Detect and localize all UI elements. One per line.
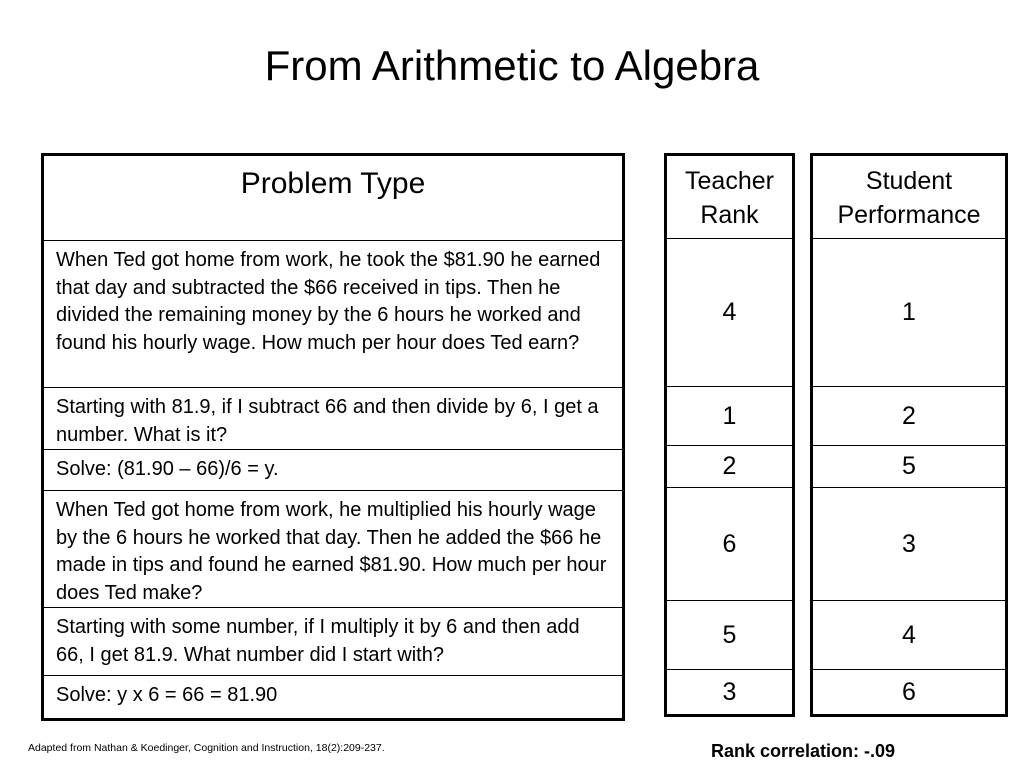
teacher-rank-table xyxy=(664,153,795,717)
problem-cell: When Ted got home from work, he took the $81.90 he earned that day and subtracted the $66 received in tips. Then he divided the remaining money by the 6 hours he worked and found his hourly wage. How much per hour does Ted earn? xyxy=(43,241,624,388)
table-header-row xyxy=(812,155,1007,239)
student-performance-cell: 3 xyxy=(812,488,1007,601)
table-row xyxy=(43,241,624,388)
table-row xyxy=(666,446,794,488)
table-row xyxy=(666,488,794,601)
teacher-rank-cell: 3 xyxy=(666,670,794,716)
problem-type-header: Problem Type xyxy=(43,155,624,241)
student-performance-cell: 5 xyxy=(812,446,1007,488)
teacher-rank-header-line2: Rank xyxy=(700,201,759,229)
problem-type-table xyxy=(41,153,625,721)
slide-title: From Arithmetic to Algebra xyxy=(264,42,760,89)
student-performance-cell: 2 xyxy=(812,387,1007,446)
student-performance-cell: 4 xyxy=(812,601,1007,670)
student-performance-header-line1: Student xyxy=(865,167,953,195)
problem-cell: Solve: (81.90 – 66)/6 = y. xyxy=(43,450,624,491)
table-row xyxy=(666,670,794,716)
teacher-rank-cell: 6 xyxy=(666,488,794,601)
table-row xyxy=(43,608,624,676)
table-row xyxy=(666,239,794,387)
teacher-rank-cell: 4 xyxy=(666,239,794,387)
table-row xyxy=(43,388,624,450)
table-row xyxy=(812,601,1007,670)
table-row xyxy=(812,446,1007,488)
student-performance-cell: 1 xyxy=(812,239,1007,387)
table-row xyxy=(43,450,624,491)
table-row xyxy=(666,601,794,670)
table-row xyxy=(812,387,1007,446)
teacher-rank-cell: 1 xyxy=(666,387,794,446)
table-row xyxy=(666,387,794,446)
student-performance-table xyxy=(810,153,1008,717)
table-row xyxy=(43,491,624,608)
source-footnote: Adapted from Nathan & Koedinger, Cognition and Instruction, 18(2):209-237. xyxy=(28,742,385,754)
problem-cell: Starting with some number, if I multiply it by 6 and then add 66, I get 81.9. What number did I start with? xyxy=(43,608,624,676)
teacher-rank-header-line1: Teacher xyxy=(685,167,774,195)
problem-cell: Starting with 81.9, if I subtract 66 and then divide by 6, I get a number. What is it? xyxy=(43,388,624,450)
student-performance-header-line2: Performance xyxy=(837,201,981,229)
teacher-rank-header xyxy=(666,155,794,239)
table-row xyxy=(812,670,1007,716)
student-performance-cell: 6 xyxy=(812,670,1007,716)
teacher-rank-cell: 5 xyxy=(666,601,794,670)
table-row xyxy=(812,488,1007,601)
table-header-row xyxy=(666,155,794,239)
teacher-rank-cell: 2 xyxy=(666,446,794,488)
table-header-row xyxy=(43,155,624,241)
rank-correlation: Rank correlation: -.09 xyxy=(711,741,896,761)
table-row xyxy=(812,239,1007,387)
student-performance-header xyxy=(812,155,1007,239)
problem-cell: Solve: y x 6 = 66 = 81.90 xyxy=(43,676,624,720)
problem-cell: When Ted got home from work, he multiplied his hourly wage by the 6 hours he worked that day. Then he added the $66 he made in tips and found he earned $81.90. How much per hour does Ted make? xyxy=(43,491,624,608)
table-row xyxy=(43,676,624,720)
